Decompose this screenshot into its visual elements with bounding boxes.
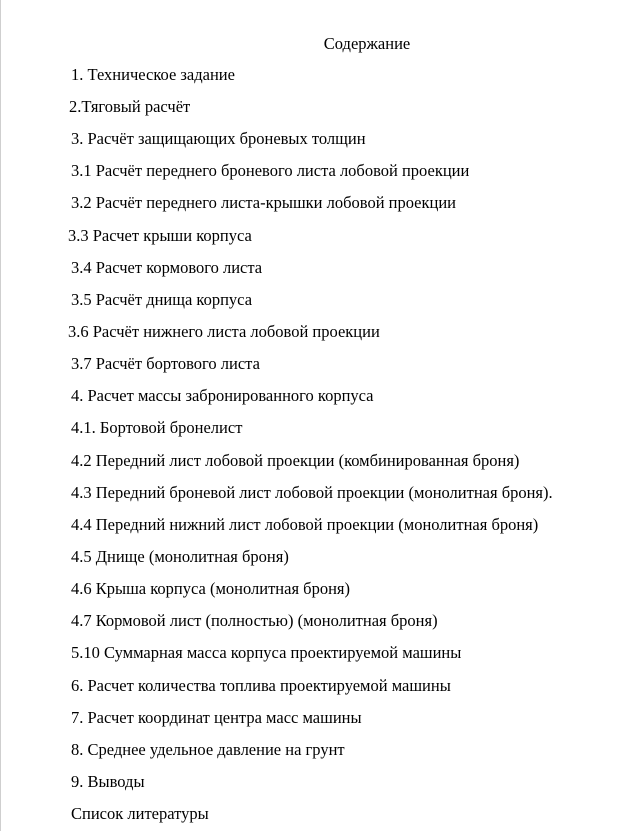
toc-entry: 4. Расчет массы забронированного корпуса: [71, 386, 374, 405]
toc-entry: 1. Техническое задание: [71, 65, 235, 84]
toc-entry: 3.7 Расчёт бортового листа: [71, 354, 260, 373]
toc-title: Содержание: [323, 34, 411, 53]
toc-entry: 4.5 Днище (монолитная броня): [71, 547, 289, 566]
toc-entry: 4.1. Бортовой бронелист: [71, 418, 243, 437]
toc-entry: 4.7 Кормовой лист (полностью) (монолитная броня): [71, 611, 438, 630]
toc-entry: 8. Среднее удельное давление на грунт: [71, 740, 345, 759]
toc-entry: 3.3 Расчет крыши корпуса: [68, 226, 252, 245]
toc-entry: 3.5 Расчёт днища корпуса: [71, 290, 253, 309]
toc-entry: 4.2 Передний лист лобовой проекции (комбинированная броня): [71, 451, 520, 470]
toc-entry: 2.Тяговый расчёт: [69, 97, 191, 116]
toc-entry: 6. Расчет количества топлива проектируемой машины: [71, 676, 451, 695]
toc-entry: 3.6 Расчёт нижнего листа лобовой проекции: [68, 322, 380, 341]
toc-entry: 7. Расчет координат центра масс машины: [71, 708, 362, 727]
toc-entry: 3. Расчёт защищающих броневых толщин: [71, 129, 366, 148]
toc-entry: 4.4 Передний нижний лист лобовой проекции (монолитная броня): [71, 515, 539, 534]
toc-entry: 3.1 Расчёт переднего броневого листа лобовой проекции: [71, 161, 470, 180]
toc-entry: 4.6 Крыша корпуса (монолитная броня): [71, 579, 350, 598]
toc-entry: Список литературы: [71, 804, 209, 823]
toc-entry: 3.4 Расчет кормового листа: [71, 258, 263, 277]
toc-entry: 3.2 Расчёт переднего листа-крышки лобовой проекции: [71, 193, 457, 212]
toc-entry: 4.3 Передний броневой лист лобовой проекции (монолитная броня).: [71, 483, 553, 502]
toc-entry: 9. Выводы: [71, 772, 145, 791]
toc-entry: 5.10 Суммарная масса корпуса проектируемой машины: [71, 643, 462, 662]
